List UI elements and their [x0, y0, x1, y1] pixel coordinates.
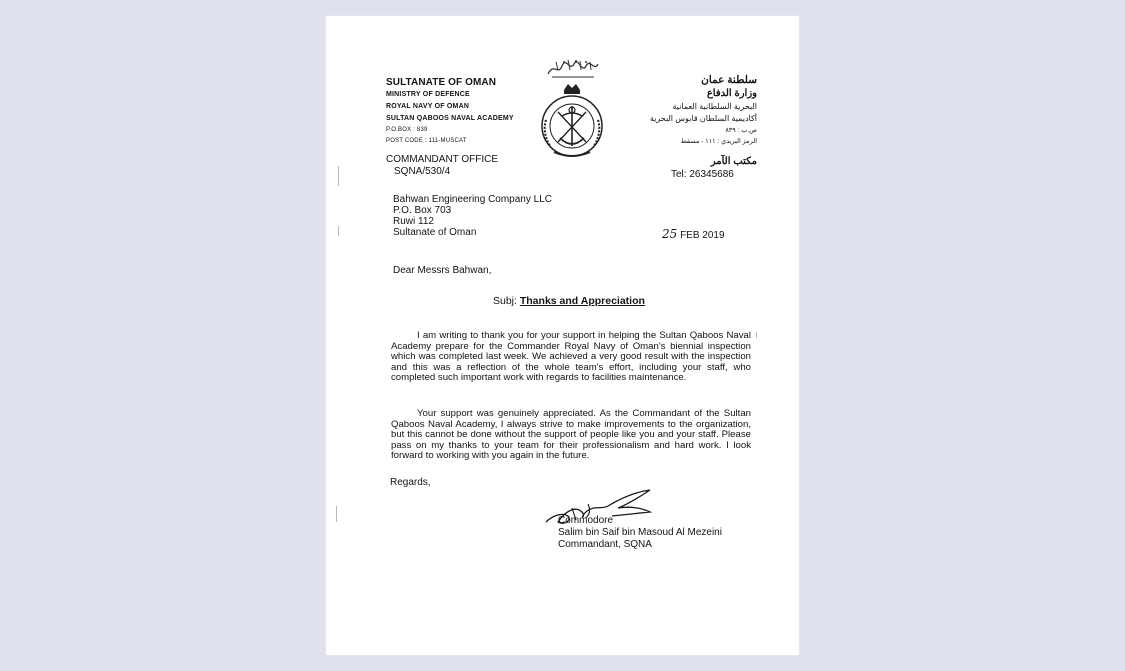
date-month-year: FEB 2019 [680, 230, 725, 241]
scan-artifact [338, 226, 339, 236]
letterhead-country-en: SULTANATE OF OMAN [386, 77, 497, 88]
closing: Regards, [390, 477, 431, 488]
subject-prefix: Subj: [493, 295, 517, 307]
signatory-name: Salim bin Saif bin Masoud Al Mezeini [558, 527, 722, 538]
calligraphy-mark [546, 58, 600, 80]
signatory-title: Commandant, SQNA [558, 539, 652, 550]
date-day: 25 [662, 227, 678, 241]
office-title-ar: مكتب الآمر [710, 156, 757, 167]
letterhead-postcode-en: POST CODE : 111-MUSCAT [386, 138, 467, 144]
letterhead-ministry-ar: وزارة الدفاع [706, 88, 757, 99]
letterhead-postcode-ar: الرمز البريدي : ١١١ - مسقط [680, 138, 757, 145]
letter-page [326, 16, 799, 655]
letter-date [662, 227, 725, 241]
recipient-line-3: Ruwi 112 [393, 216, 434, 227]
letterhead-ministry-en: MINISTRY OF DEFENCE [386, 91, 470, 98]
naval-emblem-icon [538, 80, 606, 160]
signatory-rank: Commodore [558, 515, 614, 526]
office-title-en: COMMANDANT OFFICE [386, 154, 499, 165]
subject-line [493, 295, 645, 307]
letterhead-academy-ar: أكاديمية السلطان قابوس البحرية [649, 114, 757, 123]
subject-title: Thanks and Appreciation [519, 295, 645, 307]
letterhead-academy-en: SULTAN QABOOS NAVAL ACADEMY [386, 115, 514, 122]
letterhead-navy-en: ROYAL NAVY OF OMAN [386, 103, 470, 110]
scan-artifact [336, 506, 337, 522]
body-paragraph-1: I am writing to thank you for your support in helping the Sultan Qaboos Naval Academy prepare for the Commander Royal Navy of Oman's biennial inspection which was completed last week. We achieved a very good result with the inspection and this was a reflection of the whole team's effort, including your staff, who completed such important work with regards to facilities maintenance. [391, 330, 751, 384]
recipient-line-1: Bahwan Engineering Company LLC [393, 194, 552, 205]
recipient-line-4: Sultanate of Oman [393, 227, 477, 238]
telephone-number: Tel: 26345686 [671, 169, 734, 180]
scan-artifact [756, 332, 757, 338]
letterhead-country-ar: سلطنة عمان [701, 74, 757, 86]
salutation: Dear Messrs Bahwan, [393, 265, 492, 276]
reference-number: SQNA/530/4 [394, 166, 451, 177]
recipient-line-2: P.O. Box 703 [393, 205, 452, 216]
body-paragraph-2: Your support was genuinely appreciated. As the Commandant of the Sultan Qaboos Naval Academy, I always strive to make improvements to the organization, but this cannot be done without the support of people like you and your staff. Please pass on my thanks to your team for their professionalism and hard work. I look forward to working with you again in the future. [391, 408, 751, 462]
letterhead-pobox-en: P.O.BOX : 839 [386, 127, 428, 133]
letterhead-pobox-ar: ص.ب : ٨٣٩ [725, 127, 757, 134]
scan-artifact [338, 166, 339, 186]
letterhead-navy-ar: البحرية السلطانية العمانية [672, 102, 757, 111]
